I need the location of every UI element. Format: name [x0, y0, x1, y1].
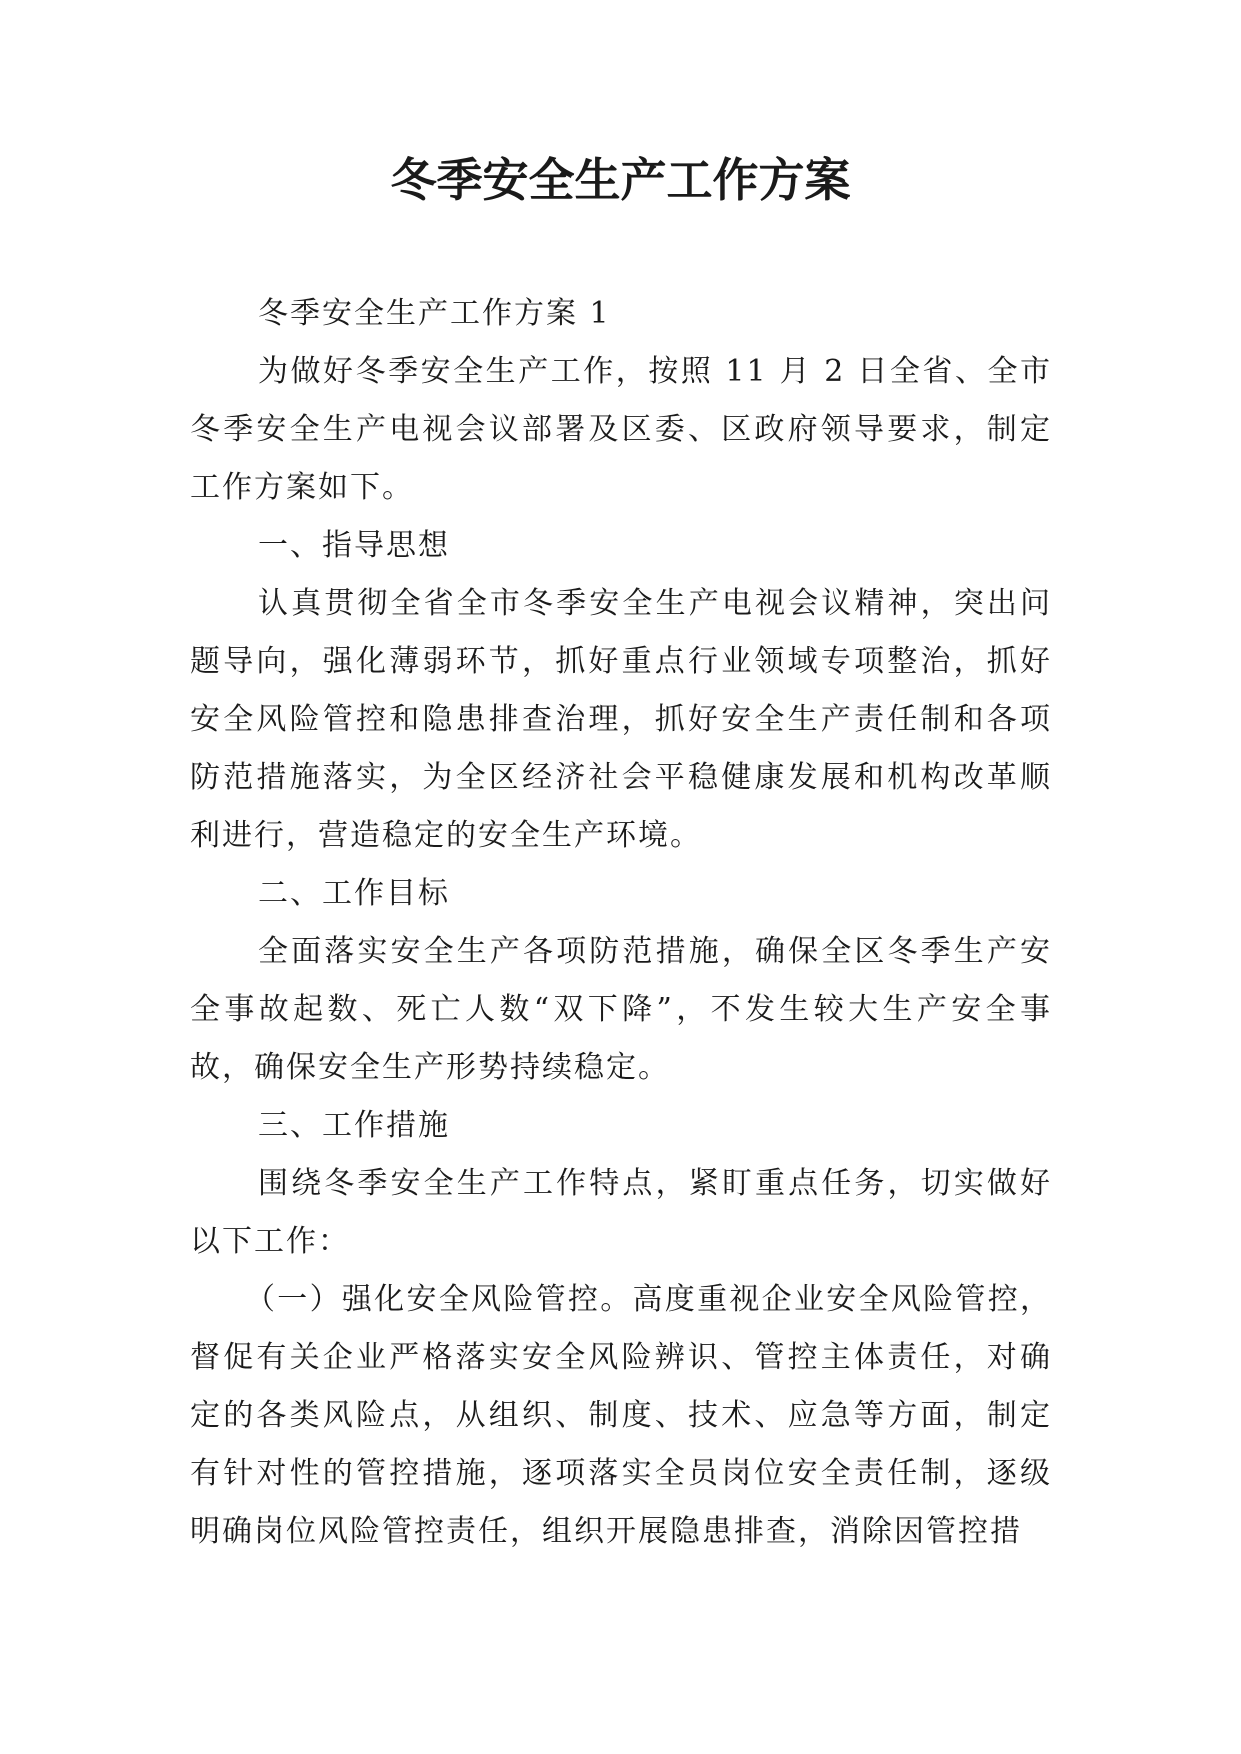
section-heading-guiding-ideology: 一、指导思想 [258, 528, 450, 563]
work-measures-intro-paragraph: 围绕冬季安全生产工作特点，紧盯重点任务，切实做好以下工作： [190, 1166, 1052, 1259]
document-title: 冬季安全生产工作方案 [390, 153, 851, 207]
document-body [190, 285, 1052, 1561]
guiding-ideology-paragraph: 认真贯彻全省全市冬季安全生产电视会议精神，突出问题导向，强化薄弱环节，抓好重点行业领域专项整治，抓好安全风险管控和隐患排查治理，抓好安全生产责任制和各项防范措施落实，为全区经济社会平稳健康发展和机构改革顺利进行，营造稳定的安全生产环境。 [190, 586, 1052, 853]
subtitle-paragraph: 冬季安全生产工作方案 1 [258, 296, 611, 331]
intro-paragraph: 为做好冬季安全生产工作，按照 11 月 2 日全省、全市冬季安全生产电视会议部署及区委、区政府领导要求，制定工作方案如下。 [190, 354, 1052, 505]
section-heading-work-goals: 二、工作目标 [258, 876, 450, 911]
work-goals-paragraph: 全面落实安全生产各项防范措施，确保全区冬季生产安全事故起数、死亡人数“双下降”，不发生较大生产安全事故，确保安全生产形势持续稳定。 [190, 934, 1052, 1085]
section-heading-work-measures: 三、工作措施 [258, 1108, 450, 1143]
measure-item-1-paragraph: （一）强化安全风险管控。高度重视企业安全风险管控，督促有关企业严格落实安全风险辨识、管控主体责任，对确定的各类风险点，从组织、制度、技术、应急等方面，制定有针对性的管控措施，逐项落实全员岗位安全责任制，逐级明确岗位风险管控责任，组织开展隐患排查，消除因管控措 [190, 1282, 1052, 1549]
